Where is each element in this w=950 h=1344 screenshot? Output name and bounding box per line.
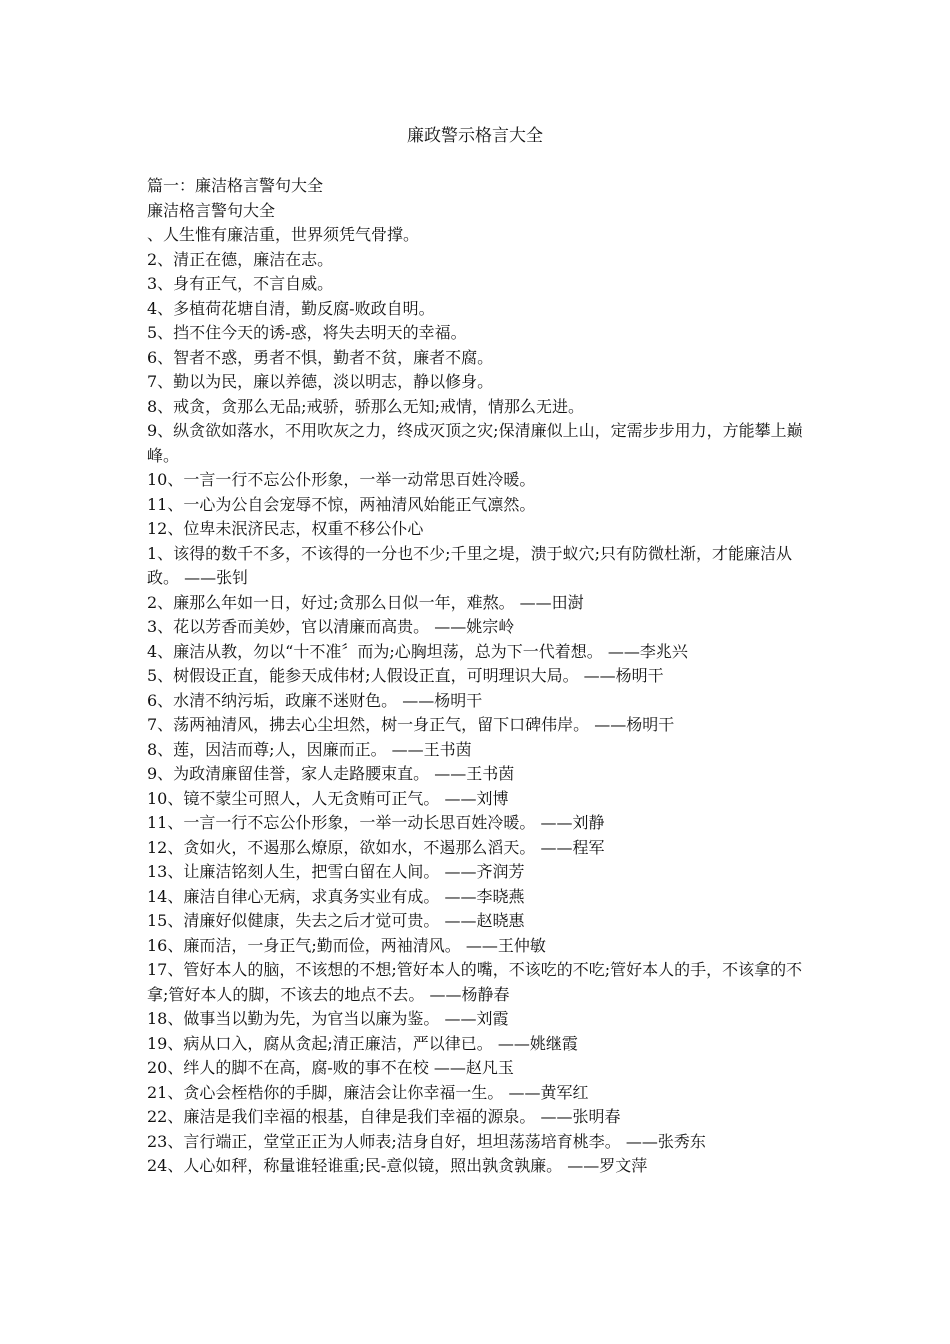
quote-line: 22、廉洁是我们幸福的根基，自律是我们幸福的源泉。 ——张明春 — [147, 1107, 621, 1126]
quote-line: 7、荡两袖清风，拂去心尘坦然，树一身正气，留下口碑伟岸。 ——杨明干 — [147, 715, 675, 734]
quote-line: 4、廉洁从教，勿以“十不准〞而为;心胸坦荡，总为下一代着想。 ——李兆兴 — [147, 641, 688, 661]
quote-line: 10、一言一行不忘公仆形象，一举一动常思百姓冷暖。 — [147, 470, 536, 489]
section-heading: 篇一：廉洁格言警句大全 — [147, 176, 324, 195]
quote-line: 9、为政清廉留佳誉，家人走路腰束直。 ——王书茵 — [147, 764, 515, 783]
quote-line: 18、做事当以勤为先，为官当以廉为鉴。 ——刘霞 — [147, 1009, 509, 1028]
quote-line: 5、挡不住今天的诱-惑，将失去明天的幸福。 — [147, 323, 467, 342]
quote-line: 16、廉而洁，一身正气;勤而俭，两袖清风。 ——王仲敏 — [147, 935, 546, 955]
quote-line: 4、多植荷花塘自清，勤反腐-败政自明。 — [147, 298, 435, 318]
quote-line: 5、树假设正直，能参天成伟材;人假设正直，可明理识大局。 ——杨明干 — [147, 666, 664, 685]
quote-line: 1、该得的数千不多，不该得的一分也不少;千里之堤，溃于蚁穴;只有防微杜渐，才能廉洁从政。 ——张钊 — [147, 543, 792, 587]
quote-line: 6、水清不纳污垢，政廉不迷财色。 ——杨明干 — [147, 690, 483, 710]
quote-line: 9、纵贪欲如落水，不用吹灰之力，终成灭顶之灾;保清廉似上山，定需步步用力，方能攀上巅峰。 — [147, 421, 803, 465]
quote-line: 7、勤以为民，廉以养德，淡以明志，静以修身。 — [147, 372, 494, 391]
quote-line: 15、清廉好似健康，失去之后才觉可贵。 ——赵晓惠 — [147, 911, 525, 930]
quote-line: 、人生惟有廉洁重，世界须凭气骨撑。 — [147, 225, 420, 244]
quote-line: 21、贪心会桎梏你的手脚，廉洁会让你幸福一生。 ——黄军红 — [147, 1082, 589, 1102]
document-body — [147, 174, 807, 1179]
document-title: 廉政警示格言大全 — [407, 126, 543, 146]
quote-line: 24、人心如秤，称量谁轻谁重;民-意似镜，照出孰贪孰廉。 ——罗文萍 — [147, 1156, 648, 1175]
quote-line: 2、清正在德，廉洁在志。 — [147, 249, 334, 269]
quote-line: 19、病从口入，腐从贪起;清正廉洁，严以律已。 ——姚继霞 — [147, 1033, 578, 1053]
quote-line: 6、智者不惑，勇者不惧，勤者不贫，廉者不腐。 — [147, 347, 494, 367]
quote-line: 2、廉那么年如一日，好过;贪那么日似一年，难熬。 ——田澍 — [147, 592, 584, 612]
quote-line: 17、管好本人的脑，不该想的不想;管好本人的嘴，不该吃的不吃;管好本人的手，不该拿的不拿;管好本人的脚，不该去的地点不去。 ——杨静春 — [147, 960, 803, 1004]
quote-line: 3、身有正气，不言自威。 — [147, 274, 334, 293]
quote-line: 14、廉洁自律心无病，求真务实业有成。 ——李晓燕 — [147, 886, 525, 906]
quote-line: 11、一言一行不忘公仆形象，一举一动长思百姓冷暖。 ——刘静 — [147, 813, 605, 832]
quote-line: 8、莲，因洁而尊;人，因廉而正。 ——王书茵 — [147, 739, 472, 759]
quote-line: 12、位卑未泯济民志，权重不移公仆心 — [147, 519, 424, 538]
quote-line: 20、绊人的脚不在高，腐-败的事不在校 ——赵凡玉 — [147, 1058, 514, 1077]
quote-line: 23、言行端正，堂堂正正为人师表;洁身自好，坦坦荡荡培育桃李。 ——张秀东 — [147, 1131, 706, 1151]
quote-line: 13、让廉洁铭刻人生，把雪白留在人间。 ——齐润芳 — [147, 862, 525, 881]
quote-line: 11、一心为公自会宠辱不惊，两袖清风始能正气凛然。 — [147, 494, 536, 514]
quote-line: 8、戒贪，贪那么无品;戒骄，骄那么无知;戒情，情那么无进。 — [147, 396, 584, 416]
quote-line: 10、镜不蒙尘可照人，人无贪贿可正气。 ——刘博 — [147, 788, 509, 808]
quote-line: 12、贪如火，不遏那么燎原，欲如水，不遏那么滔天。 ——程军 — [147, 837, 605, 857]
section-heading: 廉洁格言警句大全 — [147, 200, 276, 220]
quote-line: 3、花以芳香而美妙，官以清廉而高贵。 ——姚宗岭 — [147, 617, 515, 636]
